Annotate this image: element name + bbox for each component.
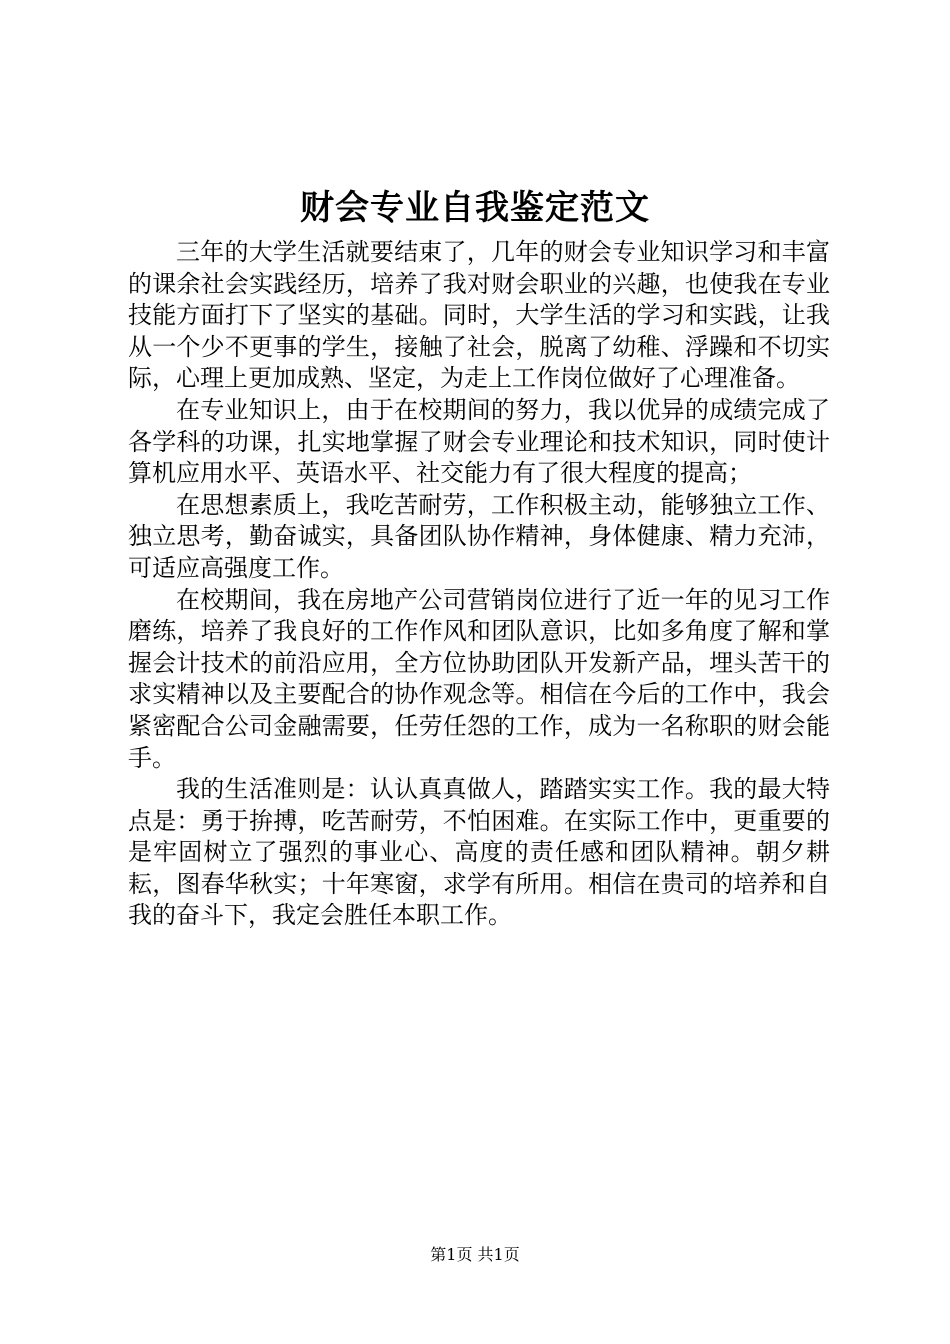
paragraph-intro: 三年的大学生活就要结束了，几年的财会专业知识学习和丰富的课余社会实践经历，培养了我对财会职业的兴趣，也使我在专业技能方面打下了坚实的基础。同时，大学生活的学习和实践，让我从一个少不更事的学生，接触了社会，脱离了幼稚、浮躁和不切实际，心理上更加成熟、坚定，为走上工作岗位做好了心理准备。 (128, 238, 830, 393)
page-footer: 第1页 共1页 (430, 1245, 520, 1264)
page-title: 财会专业自我鉴定范文 (300, 188, 650, 228)
paragraph-internship: 在校期间，我在房地产公司营销岗位进行了近一年的见习工作磨练，培养了我良好的工作作风和团队意识，比如多角度了解和掌握会计技术的前沿应用，全方位协助团队开发新产品，埋头苦干的求实精神以及主要配合的协作观念等。相信在今后的工作中，我会紧密配合公司金融需要，任劳任怨的工作，成为一名称职的财会能手。 (128, 585, 830, 772)
paragraph-professional-knowledge: 在专业知识上，由于在校期间的努力，我以优异的成绩完成了各学科的功课，扎实地掌握了财会专业理论和技术知识，同时使计算机应用水平、英语水平、社交能力有了很大程度的提高； (128, 395, 830, 488)
paragraph-life-principles: 我的生活准则是：认认真真做人，踏踏实实工作。我的最大特点是：勇于拚搏，吃苦耐劳，不怕困难。在实际工作中，更重要的是牢固树立了强烈的事业心、高度的责任感和团队精神。朝夕耕耘，图春华秋实；十年寒窗，求学有所用。相信在贵司的培养和自我的奋斗下，我定会胜任本职工作。 (128, 775, 830, 930)
document-body (128, 237, 830, 932)
paragraph-ideological-quality: 在思想素质上，我吃苦耐劳，工作积极主动，能够独立工作、独立思考，勤奋诚实，具备团队协作精神，身体健康、精力充沛，可适应高强度工作。 (128, 490, 830, 582)
